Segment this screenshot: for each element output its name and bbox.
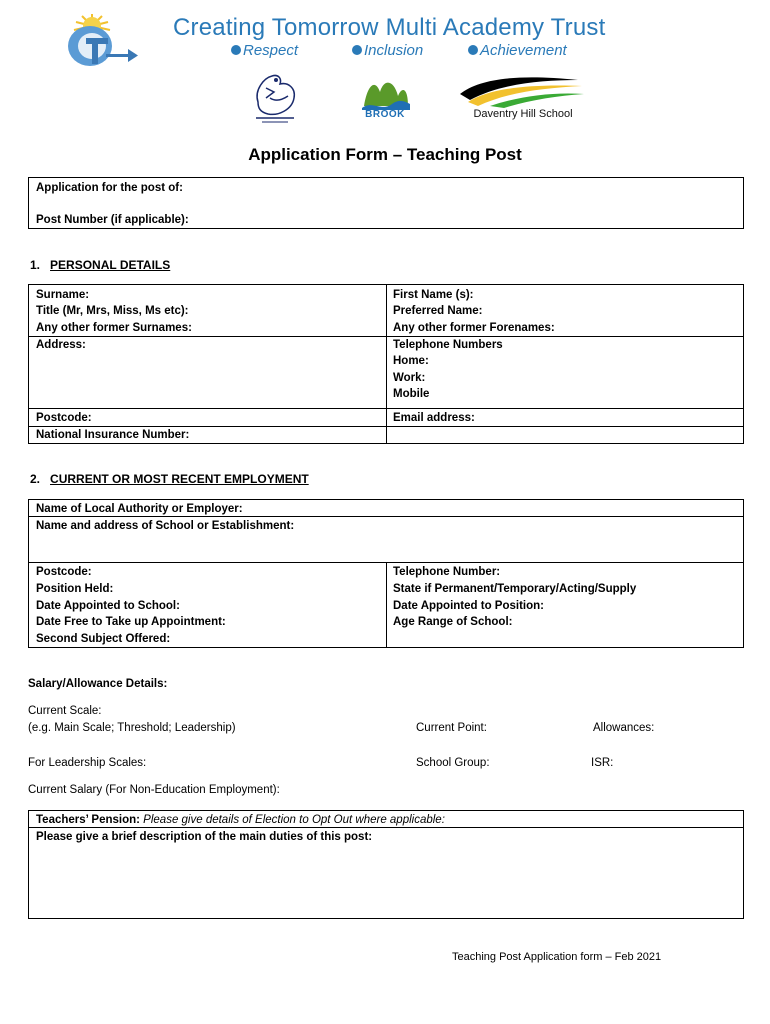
post-number-label: Post Number (if applicable):	[36, 214, 189, 226]
trust-logo	[62, 12, 142, 74]
telephone-number-label: Telephone Number:	[393, 566, 501, 578]
section-employment-heading: 2. CURRENT OR MOST RECENT EMPLOYMENT	[30, 472, 309, 486]
preferred-name-label: Preferred Name:	[393, 305, 483, 317]
address-label: Address:	[36, 339, 86, 351]
employment-state-label: State if Permanent/Temporary/Acting/Supply	[393, 583, 637, 595]
post-of-label: Application for the post of:	[36, 182, 183, 194]
mobile-phone-label: Mobile	[393, 388, 430, 400]
bullet-icon	[352, 45, 362, 55]
section-personal-heading: 1. PERSONAL DETAILS	[30, 258, 171, 272]
bullet-icon	[231, 45, 241, 55]
employment-table	[28, 499, 744, 648]
date-free-label: Date Free to Take up Appointment:	[36, 616, 226, 628]
work-phone-label: Work:	[393, 372, 426, 384]
daventry-label: Daventry Hill School	[473, 108, 573, 120]
age-range-label: Age Range of School:	[393, 616, 513, 628]
bullet-icon	[468, 45, 478, 55]
former-forenames-label: Any other former Forenames:	[393, 322, 555, 334]
first-names-label: First Name (s):	[393, 289, 474, 301]
school-logo-bird	[248, 68, 302, 124]
pension-label: Teachers’ Pension:	[36, 814, 140, 826]
current-scale-label: Current Scale:	[28, 705, 102, 717]
form-title: Application Form – Teaching Post	[248, 145, 522, 164]
isr-label: ISR:	[591, 757, 614, 769]
school-logo-daventry	[460, 74, 586, 126]
leadership-scales-label: For Leadership Scales:	[28, 757, 147, 769]
employer-label: Name of Local Authority or Employer:	[36, 503, 243, 515]
org-title: Creating Tomorrow Multi Academy Trust	[173, 14, 606, 41]
date-appointed-school-label: Date Appointed to School:	[36, 600, 180, 612]
post-box	[28, 177, 744, 229]
school-logo-brook	[358, 72, 412, 122]
home-phone-label: Home:	[393, 355, 429, 367]
pension-note: Please give details of Election to Opt Out where applicable:	[143, 814, 445, 826]
position-held-label: Position Held:	[36, 583, 114, 595]
brook-label: BROOK	[365, 109, 405, 120]
personal-details-table	[28, 284, 744, 444]
duties-label: Please give a brief description of the main duties of this post:	[36, 831, 373, 843]
employment-postcode-label: Postcode:	[36, 566, 92, 578]
pension-row	[36, 812, 445, 828]
scale-example-text: (e.g. Main Scale; Threshold; Leadership)	[28, 722, 236, 734]
date-appointed-position-label: Date Appointed to Position:	[393, 600, 544, 612]
ni-number-label: National Insurance Number:	[36, 429, 190, 441]
telephone-numbers-label: Telephone Numbers	[393, 339, 503, 351]
value-inclusion: Inclusion	[352, 42, 423, 59]
value-achievement: Achievement	[468, 42, 567, 59]
email-label: Email address:	[393, 412, 475, 424]
current-point-label: Current Point:	[416, 722, 487, 734]
school-address-label: Name and address of School or Establishment:	[36, 520, 295, 532]
allowances-label: Allowances:	[593, 722, 655, 734]
value-respect: Respect	[231, 42, 298, 59]
pension-duties-table	[28, 810, 744, 919]
former-surnames-label: Any other former Surnames:	[36, 322, 192, 334]
title-label: Title (Mr, Mrs, Miss, Ms etc):	[36, 305, 189, 317]
footer-text: Teaching Post Application form – Feb 2021	[452, 951, 662, 963]
current-salary-label: Current Salary (For Non-Education Employment):	[28, 784, 280, 796]
school-group-label: School Group:	[416, 757, 490, 769]
second-subject-label: Second Subject Offered:	[36, 633, 171, 645]
surname-label: Surname:	[36, 289, 90, 301]
postcode-label: Postcode:	[36, 412, 92, 424]
salary-heading: Salary/Allowance Details:	[28, 678, 168, 690]
